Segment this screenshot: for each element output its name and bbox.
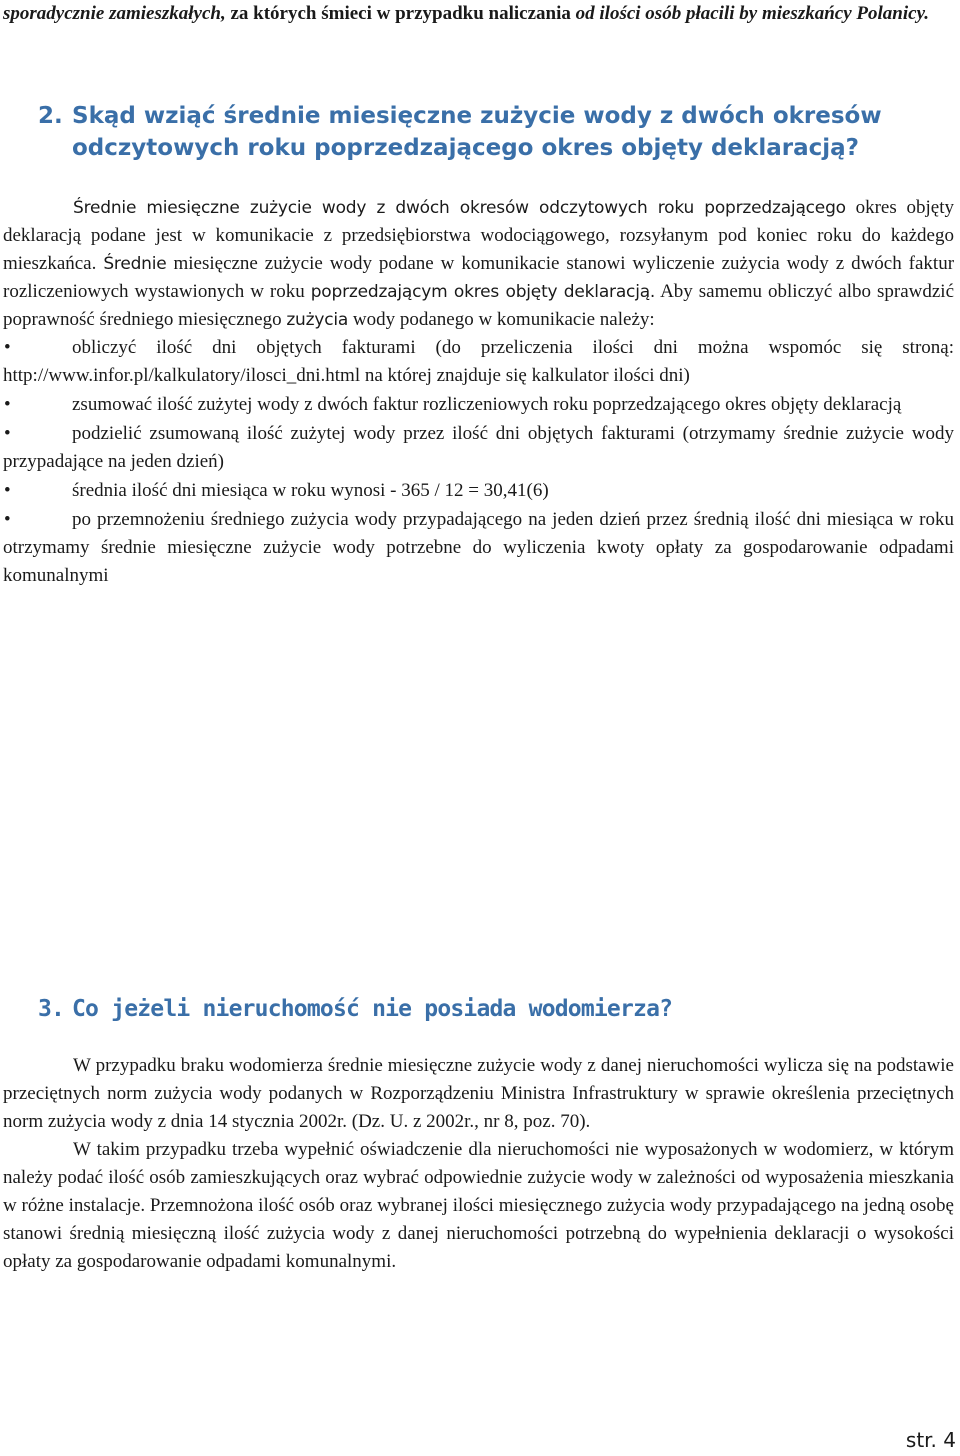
intro-text-3: od ilości osób płacili by [575,3,758,24]
section-2-number: 2. [38,103,63,129]
para-sans-3: poprzedzającym okres objęty deklaracją. [310,282,656,302]
para-serif-3: Aby samemu obliczyć albo sprawdzić poprawność średniego miesięcznego [3,281,955,330]
intro-text-2: za których śmieci w przypadku naliczania [230,3,571,24]
list-item: • podzielić zsumowaną ilość zużytej wody przez ilość dni objętych fakturami (otrzymamy średnie zużycie wody przypadające na jeden dzień) [3,420,954,476]
para-sans-4: zużycia [286,310,349,330]
intro-text-4: mieszkańcy Polanicy. [761,3,930,24]
section-3-paragraph-1: W przypadku braku wodomierza średnie miesięczne zużycie wody z danej nieruchomości wylicza się na podstawie przeciętnych norm zużycia wody podanych w Rozporządzeniu Ministra Infrastruktury w sprawie określenia przeciętnych norm zużycia wody z dnia 14 stycznia 2002r. (Dz. U. z 2002r., nr 8, poz. 70). [3,1055,954,1132]
list-item: • zsumować ilość zużytej wody z dwóch faktur rozliczeniowych roku poprzedzającego okres objęty deklaracją [3,391,954,419]
section-2-heading-line2: odczytowych roku poprzedzającego okres objęty deklaracją? [72,135,859,161]
page-number: str. 4 [905,1428,956,1452]
list-item: • po przemnożeniu średniego zużycia wody przypadającego na jeden dzień przez średnią ilość dni miesiąca w roku otrzymamy średnie miesięczne zużycie wody potrzebne do wyliczenia kwoty opłaty za gospodarowanie odpadami komunalnymi [3,506,954,590]
section-3-paragraph-2: W takim przypadku trzeba wypełnić oświadczenie dla nieruchomości nie wyposażonych w wodomierz, w którym należy podać ilość osób zamieszkujących oraz wybrać odpowiednie zużycie wody w zależności od wyposażenia mieszkania w różne instalacje. Przemnożona ilość osób oraz wybranej ilości miesięcznego zużycia wody przypadającego na jedną osobę stanowi średnią miesięczną ilość zużycia wody z danej nieruchomości potrzebną do wypełnienia deklaracji o wysokości opłaty za gospodarowanie odpadami komunalnymi. [3,1139,954,1272]
para-sans-1: Średnie miesięczne zużycie wody z dwóch okresów odczytowych roku poprzedzającego [73,198,846,218]
section-3-number: 3. [38,996,65,1022]
section-2-heading [38,100,954,164]
para-serif-1: okres objęty deklaracją podane jest w komunikacie z przedsiębiorstwa wodociągowego, rozsyłanym pod koniec roku do każdego mieszkańca. [3,197,954,274]
section-3-heading-text: Co jeżeli nieruchomość nie posiada wodomierza? [72,996,673,1022]
intro-text-1: sporadycznie zamieszkałych, [3,3,226,24]
section-3-heading [38,993,954,1025]
intro-paragraph [3,0,954,28]
section-2-paragraph [3,194,954,334]
list-item: • średnia ilość dni miesiąca w roku wynosi - 365 / 12 = 30,41(6) [3,477,954,505]
section-3-body [3,1052,954,1276]
para-serif-4: wody podanego w komunikacie należy: [352,309,655,330]
steps-list [3,334,954,590]
list-item: • obliczyć ilość dni objętych fakturami (do przeliczenia ilości dni można wspomóc się stroną: http://www.infor.pl/kalkulatory/ilosci_dni.html na której znajduje się kalkulator ilości dni) [3,334,954,390]
para-sans-2: Średnie [103,254,167,274]
para-serif-2: miesięczne zużycie wody podane w komunikacie stanowi wyliczenie zużycia wody z dwóch faktur rozliczeniowych wystawionych w roku [3,253,955,302]
section-2-body [3,194,954,591]
section-2-heading-line1: Skąd wziąć średnie miesięczne zużycie wody z dwóch okresów [72,103,882,129]
